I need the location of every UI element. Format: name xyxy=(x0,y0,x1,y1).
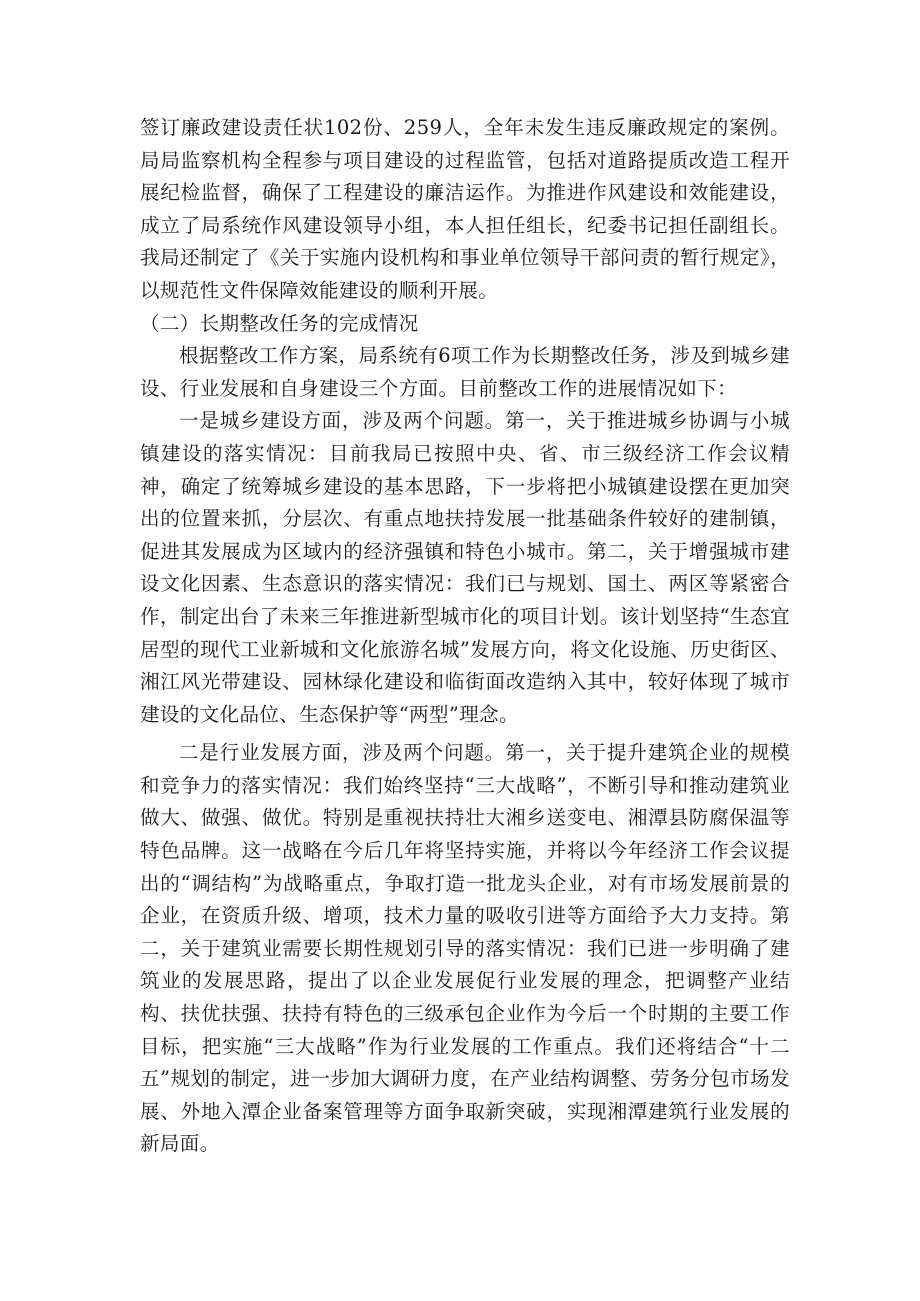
paragraph-urban-rural: 一是城乡建设方面，涉及两个问题。第一，关于推进城乡协调与小城镇建设的落实情况：目前我局已按照中央、省、市三级经济工作会议精神，确定了统筹城乡建设的基本思路，下一步将把小城镇建设摆在更加突出的位置来抓，分层次、有重点地扶持发展一批基础条件较好的建制镇，促进其发展成为区域内的经济强镇和特色小城市。第二，关于增强城市建设文化因素、生态意识的落实情况：我们已与规划、国土、两区等紧密合作，制定出台了未来三年推进新型城市化的项目计划。该计划坚持“生态宜居型的现代工业新城和文化旅游名城”发展方向，将文化设施、历史街区、湘江风光带建设、园林绿化建设和临街面改造纳入其中，较好体现了城市建设的文化品位、生态保护等“两型”理念。 xyxy=(140,409,790,726)
document-body xyxy=(140,112,790,1161)
paragraph-overview: 根据整改工作方案，局系统有6项工作为长期整改任务，涉及到城乡建设、行业发展和自身建设三个方面。目前整改工作的进展情况如下： xyxy=(140,344,790,400)
paragraph-continuation: 签订廉政建设责任状102份、259人，全年未发生违反廉政规定的案例。局局监察机构全程参与项目建设的过程监管，包括对道路提质改造工程开展纪检监督，确保了工程建设的廉洁运作。为推进作风建设和效能建设，成立了局系统作风建设领导小组，本人担任组长，纪委书记担任副组长。我局还制定了《关于实施内设机构和事业单位领导干部问责的暂行规定》，以规范性文件保障效能建设的顺利开展。 xyxy=(140,116,790,302)
section-heading: （二）长期整改任务的完成情况 xyxy=(140,311,419,335)
paragraph-industry: 二是行业发展方面，涉及两个问题。第一，关于提升建筑企业的规模和竞争力的落实情况：我们始终坚持“三大战略”，不断引导和推动建筑业做大、做强、做优。特别是重视扶持壮大湘乡送变电、湘潭县防腐保温等特色品牌。这一战略在今后几年将坚持实施，并将以今年经济工作会议提出的“调结构”为战略重点，争取打造一批龙头企业，对有市场发展前景的企业，在资质升级、增项，技术力量的吸收引进等方面给予大力支持。第二，关于建筑业需要长期性规划引导的落实情况：我们已进一步明确了建筑业的发展思路，提出了以企业发展促行业发展的理念，把调整产业结构、扶优扶强、扶持有特色的三级承包企业作为今后一个时期的主要工作目标，把实施“三大战略”作为行业发展的工作重点。我们还将结合“十二五”规划的制定，进一步加大调研力度，在产业结构调整、劳务分包市场发展、外地入潭企业备案管理等方面争取新突破，实现湘潭建筑行业发展的新局面。 xyxy=(140,741,790,1156)
